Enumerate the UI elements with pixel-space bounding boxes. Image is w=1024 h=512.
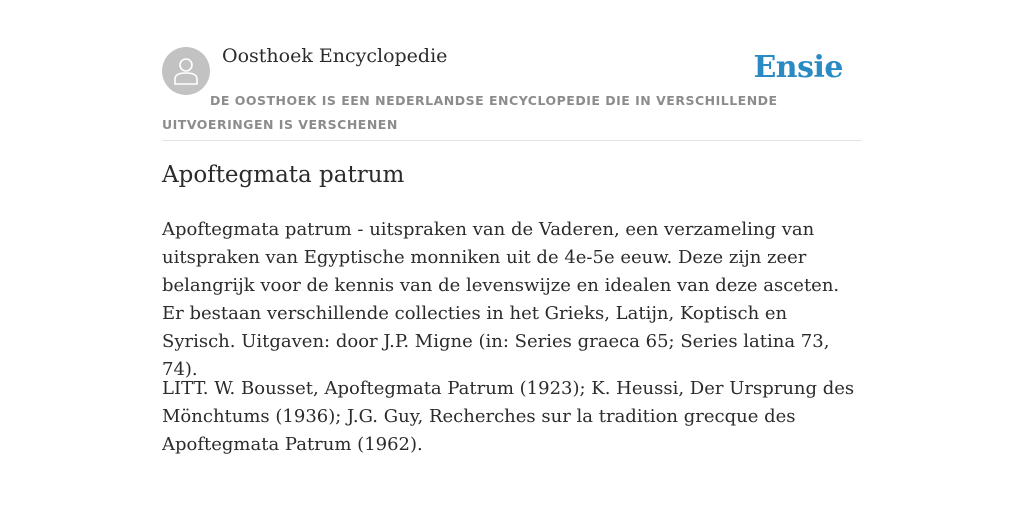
user-avatar-icon[interactable] bbox=[162, 47, 210, 95]
article-literature: LITT. W. Bousset, Apoftegmata Patrum (1923); K. Heussi, Der Ursprung des Mönchtums (1936); J.G. Guy, Recherches sur la tradition grecque des Apoftegmata Patrum (1962). bbox=[162, 378, 855, 455]
person-icon bbox=[173, 57, 199, 85]
source-name[interactable]: Oosthoek Encyclopedie bbox=[222, 45, 448, 67]
page bbox=[162, 0, 862, 455]
article-title: Apoftegmata patrum bbox=[162, 162, 405, 188]
brand-logo[interactable]: Ensie bbox=[753, 50, 843, 85]
source-header bbox=[162, 0, 862, 141]
article-paragraph: Apoftegmata patrum - uitspraken van de Vaderen, een verzameling van uitspraken van Egyptische monniken uit de 4e-5e eeuw. Deze zijn zeer belangrijk voor de kennis van de levenswijze en idealen van deze asceten. Er bestaan verschillende collecties in het Grieks, Latijn, Koptisch en Syrisch. Uitgaven: door J.P. Migne (in: Series graeca 65; Series latina 73, 74). bbox=[162, 219, 840, 380]
source-description: DE OOSTHOEK IS EEN NEDERLANDSE ENCYCLOPEDIE DIE IN VERSCHILLENDE UITVOERINGEN IS VERSCHENEN bbox=[162, 93, 778, 132]
